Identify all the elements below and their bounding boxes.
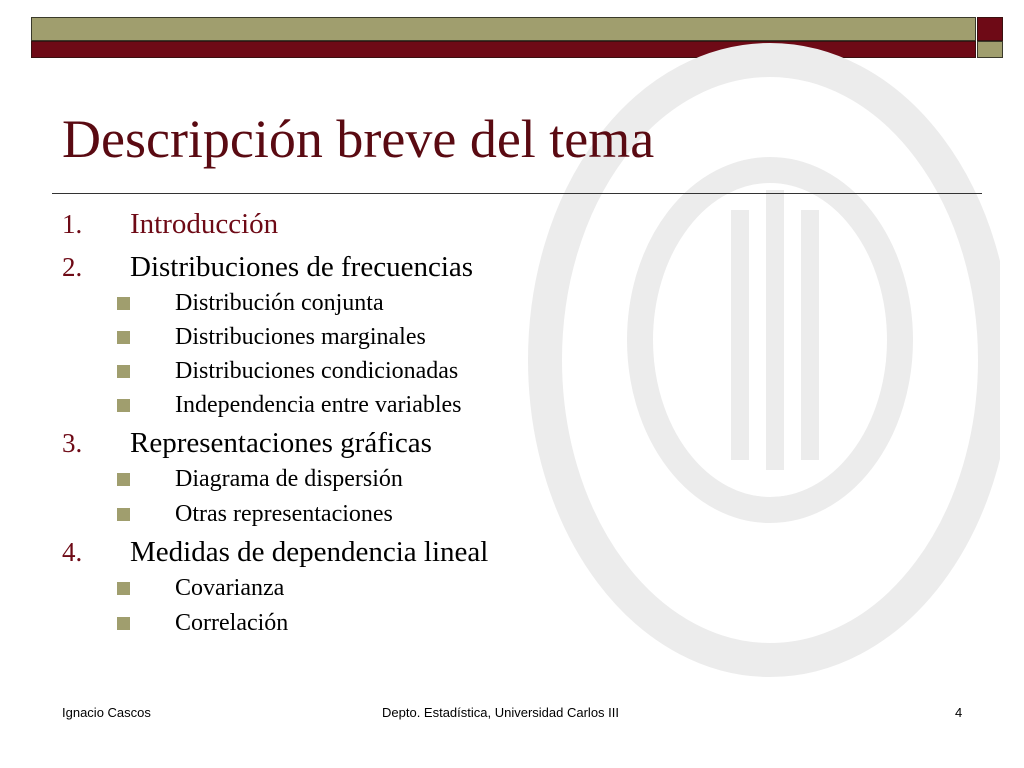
outline-number: 4. [62,536,83,567]
square-bullet-icon [117,365,130,378]
outline-subitem-text: Covarianza [175,574,285,601]
outline-subitem-text: Independencia entre variables [175,391,462,418]
header-corner-red [977,17,1003,41]
square-bullet-icon [117,617,130,630]
outline-number: 3. [62,427,83,458]
outline-subitem-text: Otras representaciones [175,500,393,527]
outline-number: 2. [62,251,83,282]
square-bullet-icon [117,331,130,344]
outline-subitem-text: Distribución conjunta [175,289,384,316]
page-number: 4 [955,705,963,720]
title-underline [52,193,982,194]
header-bar-olive [31,17,976,41]
outline-item-text: Representaciones gráficas [130,426,432,459]
outline-subitem-text: Distribuciones condicionadas [175,357,459,384]
square-bullet-icon [117,582,130,595]
outline-number: 1. [62,208,83,239]
outline-subitem-text: Diagrama de dispersión [175,465,403,492]
square-bullet-icon [117,473,130,486]
footer-author: Ignacio Cascos [62,705,151,720]
slide-title: Descripción breve del tema [62,109,655,169]
outline-subitem-text: Distribuciones marginales [175,323,426,350]
outline-subitem-text: Correlación [175,609,289,636]
outline-item-text: Medidas de dependencia lineal [130,535,489,568]
square-bullet-icon [117,399,130,412]
square-bullet-icon [117,297,130,310]
square-bullet-icon [117,508,130,521]
outline-item-text: Distribuciones de frecuencias [130,250,474,283]
outline-item-text: Introducción [130,207,279,240]
footer-department: Depto. Estadística, Universidad Carlos III [382,705,619,720]
